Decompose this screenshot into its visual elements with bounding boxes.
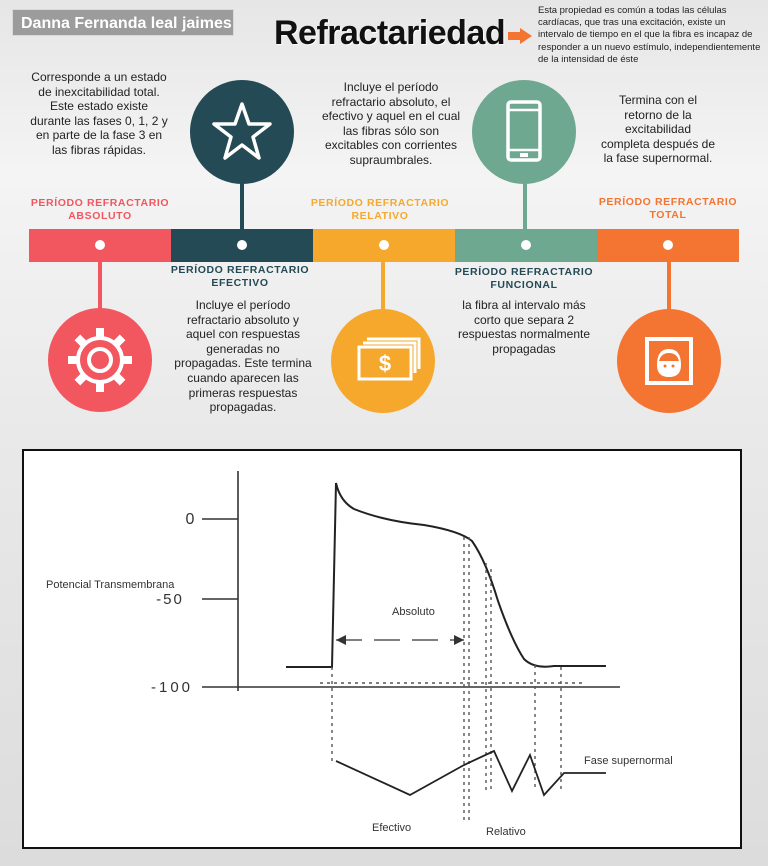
absoluto-label: Absoluto — [392, 606, 435, 618]
label-line1: PERÍODO REFRACTARIO — [30, 197, 170, 209]
refractory-trace — [336, 751, 606, 795]
efectivo-label: Efectivo — [372, 822, 412, 834]
bar-dot — [379, 240, 389, 250]
description-relativo: Incluye el período refractario absoluto, el efectivo y aquel en el cual las fibras sólo son excitables con corrientes supraumbrales. — [321, 80, 461, 167]
stem-funcional — [523, 180, 527, 229]
label-line1: PERÍODO REFRACTARIO — [170, 264, 310, 276]
description-total: Termina con el retorno de la excitabilidad completa después de la fase supernormal. — [600, 93, 716, 166]
bar-dot — [95, 240, 105, 250]
circle-funcional — [472, 80, 576, 184]
tick-label-0: 0 — [185, 511, 195, 528]
bar-segment-total — [597, 229, 739, 262]
tick-label-100: -100 — [150, 679, 194, 696]
stem-total — [667, 262, 671, 310]
gear-icon — [48, 308, 152, 412]
phone-icon — [472, 80, 576, 184]
circle-absoluto — [48, 308, 152, 412]
svg-text:$: $ — [378, 351, 392, 376]
bar-segment-relativo — [313, 229, 455, 262]
supernormal-label: Fase supernormal — [584, 755, 673, 767]
label-line1: PERÍODO REFRACTARIO — [454, 266, 594, 278]
arrow-right-icon — [454, 635, 464, 645]
label-total — [588, 196, 748, 222]
label-line1: PERÍODO REFRACTARIO — [598, 196, 738, 208]
stem-efectivo — [240, 180, 244, 229]
action-potential-curve — [286, 483, 606, 667]
label-line2: FUNCIONAL — [490, 279, 558, 291]
label-line2: TOTAL — [649, 209, 687, 221]
money-icon — [331, 309, 435, 413]
circle-efectivo — [190, 80, 294, 184]
relativo-label: Relativo — [486, 826, 526, 838]
description-absoluto: Corresponde a un estado de inexcitabilidad total. Este estado existe durante las fases 0, 1, 2 y en parte de la fase 3 en las fibras rápidas. — [30, 70, 168, 157]
label-relativo — [300, 197, 460, 223]
action-potential-svg — [24, 451, 740, 847]
y-axis-label: Potencial Transmembrana — [46, 579, 175, 591]
bar-dot — [237, 240, 247, 250]
author-name: Danna Fernanda leal jaimes — [12, 9, 234, 36]
label-efectivo — [160, 264, 320, 290]
star-icon — [190, 80, 294, 184]
stem-absoluto — [98, 262, 102, 310]
bar-segment-efectivo — [171, 229, 313, 262]
guide-lines — [320, 537, 584, 823]
intro-note: Esta propiedad es común a todas las células cardíacas, que tras una excitación, existe un intervalo de tiempo en el que la fibra es incapaz de responder a un nuevo estímulo, independientemente de la intensidad de éste — [538, 5, 761, 65]
page-title: Refractariedad — [274, 14, 506, 52]
bar-dot — [521, 240, 531, 250]
label-line2: ABSOLUTO — [68, 210, 132, 222]
bar-dot — [663, 240, 673, 250]
arrow-left-icon — [336, 635, 346, 645]
label-line2: EFECTIVO — [211, 277, 269, 289]
label-funcional — [444, 266, 604, 292]
stem-relativo — [381, 262, 385, 312]
label-line1: PERÍODO REFRACTARIO — [310, 197, 450, 209]
action-potential-diagram — [22, 449, 742, 849]
circle-relativo — [331, 309, 435, 413]
description-funcional: la fibra al intervalo más corto que separa 2 respuestas normalmente propagadas — [457, 298, 591, 356]
tick-label-50: -50 — [156, 591, 184, 608]
circle-total — [617, 309, 721, 413]
bar-segment-absoluto — [29, 229, 171, 262]
label-absoluto — [20, 197, 180, 223]
description-efectivo: Incluye el período refractario absoluto y aquel con respuestas generadas no propagadas. Este termina cuando aparecen las primeras respuestas propagadas. — [174, 298, 312, 415]
label-line2: RELATIVO — [351, 210, 409, 222]
portrait-icon — [617, 309, 721, 413]
bar-segment-funcional — [455, 229, 597, 262]
